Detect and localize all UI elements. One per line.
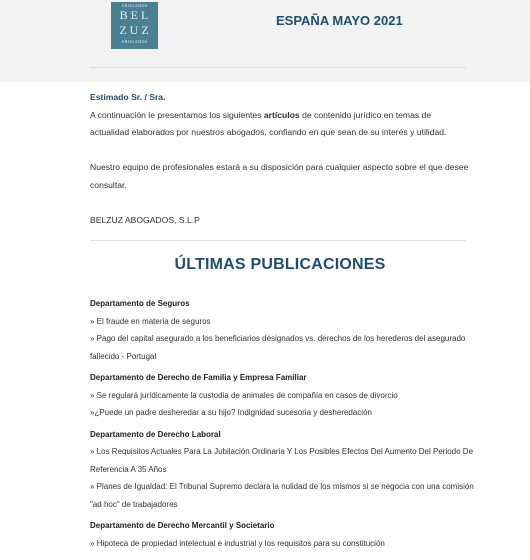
publication-link[interactable]: » Se regulará jurídicamente la custodia de animales de compañía en casos de divorcio (90, 390, 398, 400)
publication-link[interactable]: » El fraude en materia de seguros (90, 316, 211, 326)
logo-line-2: ZUZ (119, 23, 152, 37)
publication-link[interactable]: »¿Puede un padre desheredar a su hijo? Indignidad sucesoria y desheredación (90, 408, 372, 417)
signature: BELZUZ ABOGADOS, S.L.P (90, 214, 200, 225)
header (0, 0, 530, 82)
intro-text (90, 89, 470, 229)
intro-p1-start: A continuación le presentamos los siguientes (90, 109, 264, 120)
department-heading: Departamento de Derecho Mercantil y Societario (90, 521, 275, 530)
belzuz-logo[interactable] (111, 2, 158, 49)
spacer (90, 194, 470, 212)
publications-heading: ÚLTIMAS PUBLICACIONES (174, 256, 386, 273)
publication-link[interactable]: » Hipoteca de propiedad intelectual e industrial y los requisitos para su constitución (90, 538, 385, 548)
publication-link[interactable]: » Pago del capital asegurado a los beneficiarios designados vs. derechos de los herederos del asegurado fallecido - Portugal (90, 334, 466, 361)
department-heading: Departamento de Seguros (90, 299, 190, 308)
section-divider (90, 240, 466, 241)
publication-link[interactable]: » Planes de Igualdad: El Tribunal Supremo declara la nulidad de los mismos si se negocia con una comisión "ad hoc" de trabajadores (90, 482, 474, 509)
intro-p1-end: de contenido jurídico en temas de actualidad elaborados por nuestros abogados, confiando en que sean de su interés y utilidad. (90, 109, 447, 137)
spacer (90, 142, 470, 160)
intro-paragraph-2: Nuestro equipo de profesionales estará a su disposición para cualquier aspecto sobre el que desee consultar. (90, 162, 469, 190)
intro-paragraph-1 (90, 107, 470, 142)
department-heading: Departamento de Derecho Laboral (90, 429, 221, 439)
header-divider (90, 67, 466, 68)
publications-list (90, 295, 475, 552)
newsletter-title: ESPAÑA MAYO 2021 (276, 13, 403, 28)
logo-top-text: ABOGADOS (121, 3, 148, 8)
department-heading: Departamento de Derecho de Familia y Empresa Familiar (90, 373, 307, 382)
logo-bottom-text: ABOGADOS (121, 39, 148, 44)
logo-line-1: BEL (119, 8, 152, 22)
greeting: Estimado Sr. / Sra. (90, 92, 166, 102)
intro-p1-bold: artículos (263, 109, 300, 120)
publication-link[interactable]: » Los Requisitos Actuales Para La Jubilación Ordinaria Y Los Posibles Efectos Del Aumento Del Periodo De Referencia A 35 Años (90, 447, 474, 474)
